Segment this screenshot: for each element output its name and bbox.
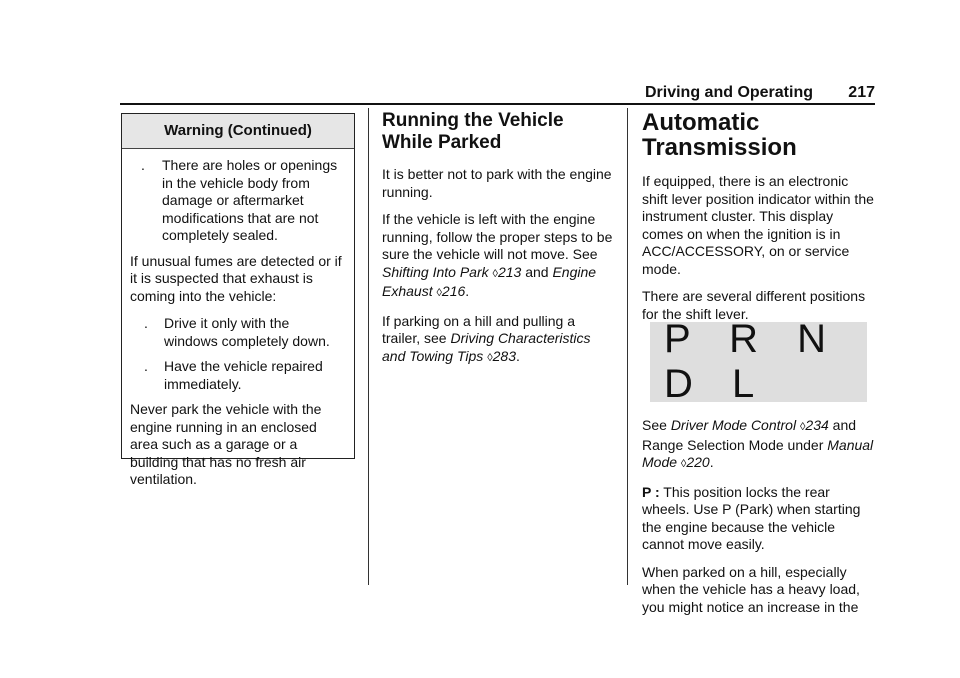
page-ref-icon: ◊	[487, 351, 493, 364]
section-title: Driving and Operating	[644, 84, 813, 101]
column-automatic-transmission	[642, 110, 874, 333]
page-number: 217	[848, 84, 875, 101]
paragraph: If parking on a hill and pulling a trailer, see Driving Characteristics and Towing Tips ◊283.	[382, 312, 591, 364]
page-ref-number[interactable]: 213	[497, 263, 522, 280]
column-divider	[627, 108, 628, 585]
warning-bullet	[130, 315, 346, 350]
page-header	[120, 84, 875, 104]
chapter-heading: Automatic Transmission	[642, 109, 797, 161]
page-ref-icon: ◊	[436, 287, 442, 299]
cross-reference-link[interactable]: Shifting Into Park	[382, 263, 489, 280]
paragraph: When parked on a hill, especially when the vehicle has a heavy load, you might notice an increase in the	[642, 563, 860, 615]
gear-label: P :	[642, 483, 660, 500]
cross-reference-link[interactable]: Engine Exhaust	[382, 263, 597, 299]
page-ref-number[interactable]: 216	[441, 283, 466, 299]
section-heading: Running the Vehicle While Parked	[382, 110, 564, 153]
bullet-text: Drive it only with the windows completely down.	[164, 315, 330, 349]
column-automatic-transmission-continued	[642, 417, 874, 626]
cross-reference-link[interactable]: Manual Mode	[642, 436, 874, 470]
prndl-display: P R N D L	[664, 317, 840, 406]
paragraph: It is better not to park with the engine running.	[382, 166, 612, 200]
shift-indicator-illustration	[650, 317, 867, 406]
bullet-text: There are holes or openings in the vehicle body from damage or aftermarket modifications that are not completely sealed.	[162, 157, 338, 243]
page-ref-icon: ◊	[680, 458, 687, 470]
cross-reference-link[interactable]: Driving Characteristics and Towing Tips	[382, 330, 591, 364]
column-divider	[368, 108, 369, 585]
page-ref-icon: ◊	[799, 421, 806, 433]
column-running-parked	[382, 110, 614, 377]
warning-paragraph: If unusual fumes are detected or if it is suspected that exhaust is coming into the vehicle:	[130, 252, 342, 304]
page-ref-number[interactable]: 220	[686, 454, 710, 470]
paragraph: P : This position locks the rear wheels. Use P (Park) when starting the engine because the vehicle cannot move easily.	[642, 483, 861, 552]
paragraph: There are several different positions for the shift lever.	[642, 288, 866, 322]
warning-box	[121, 113, 355, 487]
page-ref-number[interactable]: 234	[805, 417, 829, 433]
paragraph: If equipped, there is an electronic shift lever position indicator within the instrument cluster. This display comes on when the ignition is in ACC/ACCESSORY, on or service mode.	[642, 173, 874, 277]
page-ref-icon: ◊	[492, 267, 498, 280]
warning-bullet	[130, 157, 346, 245]
warning-paragraph: Never park the vehicle with the engine running in an enclosed area such as a garage or a building that has no fresh air ventilation.	[130, 401, 322, 487]
paragraph: If the vehicle is left with the engine running, follow the proper steps to be sure the vehicle will not move. See Shifting Into Park ◊213 and Engine Exhaust ◊216.	[382, 211, 613, 299]
header-rule	[120, 103, 875, 105]
bullet-icon: .	[144, 358, 148, 374]
quoted-term: Range Selection Mode	[642, 436, 784, 453]
paragraph: See Driver Mode Control ◊234 and Range Selection Mode under Manual Mode ◊220.	[642, 417, 874, 470]
bullet-icon: .	[144, 315, 148, 331]
warning-bullet	[130, 358, 346, 393]
bullet-icon: .	[141, 157, 145, 173]
bullet-text: Have the vehicle repaired immediately.	[164, 358, 323, 392]
cross-reference-link[interactable]: Driver Mode Control	[670, 417, 797, 433]
warning-body	[122, 149, 354, 489]
warning-title: Warning (Continued)	[122, 114, 354, 149]
page-ref-number[interactable]: 283	[492, 347, 516, 364]
